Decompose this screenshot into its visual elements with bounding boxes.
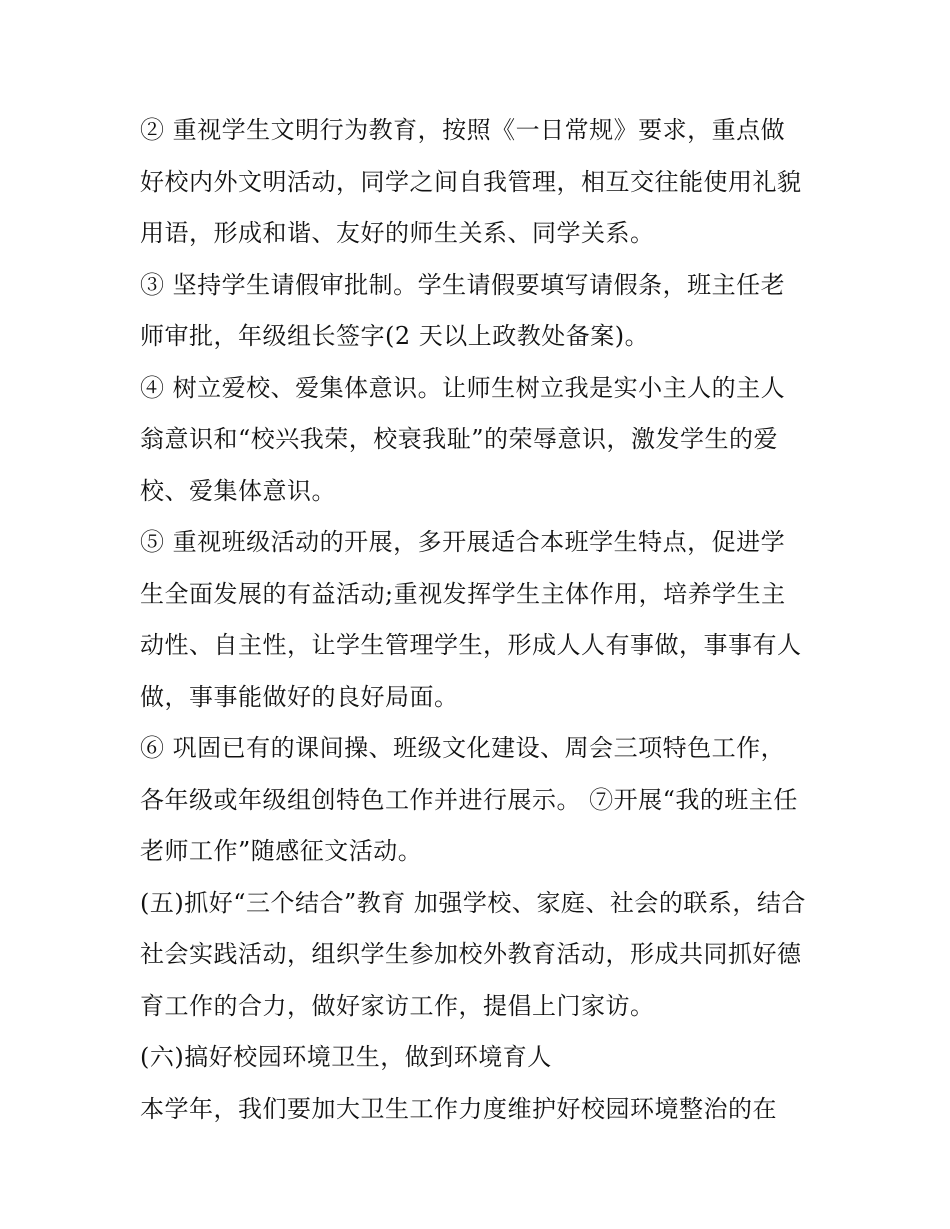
text-line: ⑤ 重视班级活动的开展，多开展适合本班学生特点，促进学: [140, 528, 786, 556]
document-body: [140, 108, 830, 1138]
text-line: 各年级或年级组创特色工作并进行展示。 ⑦开展“我的班主任: [140, 785, 798, 814]
text-line: (五)抓好“三个结合”教育 加强学校、家庭、社会的联系，结合: [140, 888, 806, 917]
text-line: 翁意识和“校兴我荣，校衰我耻”的荣辱意识，激发学生的爱: [140, 425, 779, 453]
text-line: (六)搞好校园环境卫生，做到环境育人: [140, 1043, 552, 1071]
text-line: 社会实践活动，组织学生参加校外教育活动，形成共同抓好德: [140, 940, 802, 968]
text-line: ③ 坚持学生请假审批制。学生请假要填写请假条，班主任老: [140, 270, 786, 299]
text-line: 师审批，年级组长签字(2 天以上政教处备案)。: [140, 322, 650, 350]
text-line: 动性、自主性，让学生管理学生，形成人人有事做，事事有人: [140, 631, 802, 659]
text-line: 用语，形成和谐、友好的师生关系、同学关系。: [140, 219, 655, 247]
text-line: 生全面发展的有益活动;重视发挥学生主体作用，培养学生主: [140, 579, 786, 608]
text-line: 老师工作”随感征文活动。: [140, 837, 423, 865]
text-line: 好校内外文明活动，同学之间自我管理，相互交往能使用礼貌: [140, 167, 802, 196]
text-line: ② 重视学生文明行为教育，按照《一日常规》要求，重点做: [140, 116, 786, 144]
text-line: 校、爱集体意识。: [140, 476, 336, 505]
text-line: 育工作的合力，做好家访工作，提倡上门家访。: [140, 991, 655, 1020]
text-line: ④ 树立爱校、爱集体意识。让师生树立我是实小主人的主人: [140, 373, 786, 402]
text-line: ⑥ 巩固已有的课间操、班级文化建设、周会三项特色工作，: [140, 734, 786, 762]
text-line: 做，事事能做好的良好局面。: [140, 682, 459, 711]
text-line: 本学年，我们要加大卫生工作力度维护好校园环境整治的在: [140, 1094, 777, 1123]
